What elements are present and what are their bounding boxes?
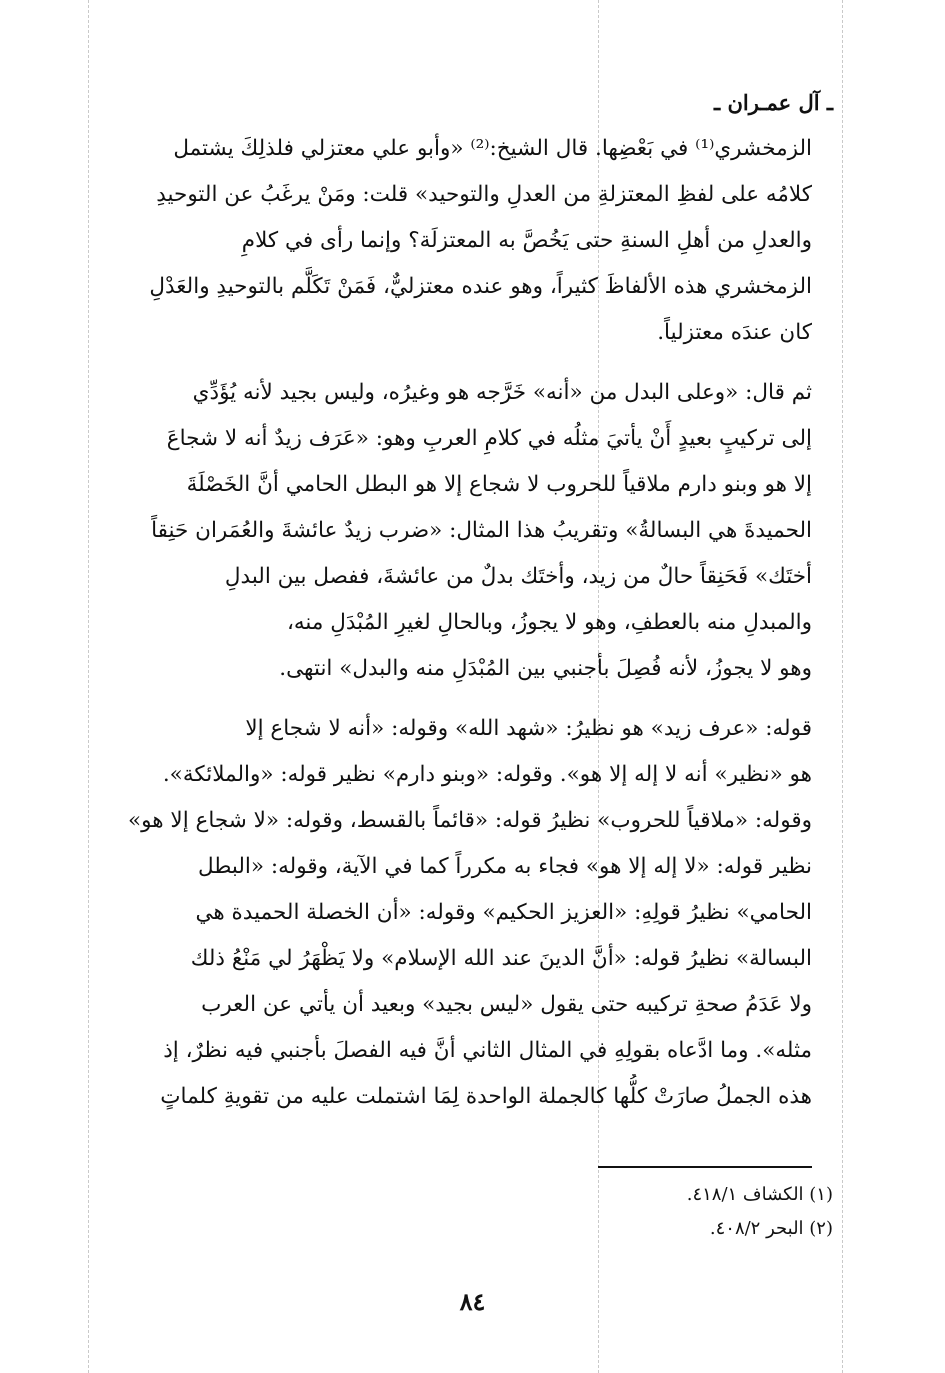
- text-line: وهو لا يجوزُ، لأنه فُصِلَ بأجنبي بين المُبْدَلِ منه والبدل» انتهى.: [279, 656, 812, 681]
- text-line: قوله: «عرف زيد» هو نظيرُ: «شهد الله» وقوله: «أنه لا شجاع إلا: [245, 716, 812, 741]
- footnote-separator: [598, 1166, 812, 1168]
- paragraph: [112, 370, 812, 692]
- page-number: ٨٤: [459, 1287, 486, 1316]
- text-line: البسالة» نظيرُ قوله: «أنَّ الدينَ عند الله الإسلام» ولا يَظْهَرُ لي مَنْعُ ذلك: [190, 946, 812, 971]
- text-line: الزمخشري هذه الألفاظَ كثيراً، وهو عنده معتزليٌّ، فَمَنْ تَكَلَّم بالتوحيدِ والعَدْلِ: [149, 274, 812, 299]
- body-text: [112, 126, 812, 1120]
- text-line: نظير قوله: «لا إله إلا هو» فجاء به مكرراً كما في الآية، وقوله: «البطل: [197, 854, 812, 879]
- scan-fold-line: [842, 0, 843, 1373]
- text-line: والعدلِ من أهلِ السنةِ حتى يَخُصَّ به المعتزلَة؟ وإنما رأى في كلامِ: [241, 228, 812, 253]
- text-line: ولا عَدَمُ صحةِ تركيبه حتى يقول «ليس بجيد» وبعيد أن يأتي عن العرب: [201, 992, 812, 1017]
- text-line: إلى تركيبٍ بعيدٍ أَنْ يأتيَ مثلُه في كلامِ العربِ وهو: «عَرَف زيدٌ أنه لا شجاعَ: [166, 426, 812, 451]
- text-line: وقوله: «ملاقياً للحروب» نظيرُ قوله: «قائماً بالقسط، وقوله: «لا شجاع إلا هو»: [128, 808, 812, 833]
- text-line: الحامي» نظيرُ قولِهِ: «العزيز الحكيم» وقوله: «أن الخصلة الحميدة هي: [195, 900, 812, 925]
- scan-fold-line: [88, 0, 89, 1373]
- footnote-2: (٢) البحر ٤٠٨/٢.: [709, 1218, 833, 1239]
- paragraph: [112, 126, 812, 356]
- text-line: كان عندَه معتزلياً.: [657, 320, 812, 345]
- text-line: ثم قال: «وعلى البدل من «أنه» خَرَّجه هو وغيرُه، وليس بجيد لأنه يُؤَدِّي: [192, 380, 812, 405]
- footnotes: [687, 1178, 833, 1246]
- text-line: كلامُه على لفظِ المعتزلةِ من العدلِ والتوحيد» قلت: ومَنْ يرغَبُ عن التوحيدِ: [156, 182, 812, 207]
- text-line: هذه الجملُ صارَتْ كلُّها كالجملة الواحدة لِمَا اشتملت عليه من تقويةِ كلماتٍ: [160, 1084, 812, 1109]
- text-line: أختَك» فَحَنِقاً حالٌ من زيد، وأختَك بدلٌ من عائشةَ، ففصل بين البدلِ: [224, 564, 812, 589]
- running-head: ـ آل عمـران ـ: [714, 90, 833, 115]
- text-line: هو «نظير» أنه لا إله إلا هو». وقوله: «وبنو دارم» نظير قوله: «والملائكة».: [162, 762, 812, 787]
- text-line: الحميدةَ هي البسالةُ» وتقريبُ هذا المثال: «ضرب زيدٌ عائشةَ والعُمَران حَنِقاً: [151, 518, 812, 543]
- text-line: الزمخشري⁽¹⁾ في بَعْضِها. قال الشيخ:⁽²⁾ «وأبو علي معتزلي فلذلِكَ يشتمل: [173, 136, 812, 161]
- text-line: مثله». وما ادَّعاه بقولِهِ في المثال الثاني أنَّ فيه الفصلَ بأجنبي فيه نظرٌ، إذ: [163, 1038, 812, 1063]
- paragraph: [112, 706, 812, 1120]
- text-line: إلا هو وبنو دارم ملاقياً للحروب لا شجاع إلا هو البطل الحامي أنَّ الخَصْلَةَ: [186, 472, 812, 497]
- footnote-1: (١) الكشاف ٤١٨/١.: [686, 1184, 833, 1205]
- text-line: والمبدلِ منه بالعطفِ، وهو لا يجوزُ، وبالحالِ لغيرِ المُبْدَلِ منه،: [286, 610, 812, 635]
